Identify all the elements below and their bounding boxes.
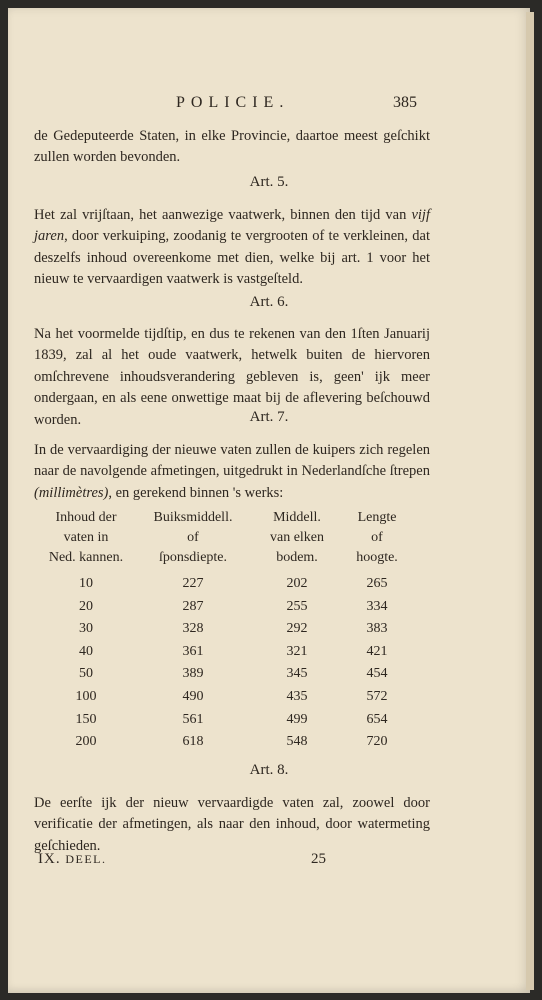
table-cell: 30 — [79, 621, 93, 637]
intro-paragraph — [34, 126, 430, 169]
article-8-heading: Art. 8. — [249, 762, 289, 778]
article-8-text: De eerſte ijk der nieuw vervaardigde vaten zal, zoowel door verificatie der afmetingen, als naar den inhoud, door watermeting geſchieden. — [34, 795, 430, 854]
running-head — [8, 94, 530, 118]
table-cell: 40 — [79, 643, 93, 659]
table-cell: 361 — [182, 643, 204, 659]
table-header-cell: Inhoud der vaten in Ned. kannen. — [48, 510, 124, 565]
table-cell: 287 — [182, 598, 204, 614]
table-header-cell: Lengte of hoogte. — [356, 510, 398, 565]
table-cell: 202 — [286, 576, 308, 591]
article-7-emphasis: (millimètres) — [34, 484, 109, 501]
table-cell: 561 — [182, 711, 204, 727]
article-7-paragraph — [34, 440, 430, 504]
measurements-table — [38, 508, 414, 755]
table-cell: 618 — [182, 734, 204, 750]
table-cell: 383 — [366, 621, 388, 637]
table-cell: 389 — [182, 666, 204, 682]
volume-mark: IX. DEEL. — [38, 851, 107, 867]
table-row — [38, 642, 414, 665]
page-edge — [526, 12, 534, 990]
article-5-emphasis: vijf jaren — [34, 207, 430, 245]
table-cell: 572 — [366, 688, 388, 704]
table-cell: 334 — [366, 598, 388, 614]
table-cell: 227 — [182, 576, 204, 591]
page-footer — [38, 851, 438, 873]
table-row — [38, 710, 414, 733]
table-cell: 150 — [75, 711, 97, 727]
table-cell: 100 — [75, 688, 97, 704]
article-8-paragraph — [34, 793, 430, 857]
page-number: 385 — [393, 94, 417, 111]
table-row — [38, 619, 414, 642]
running-title: POLICIE. — [176, 94, 290, 111]
table-cell: 435 — [286, 688, 308, 704]
table-cell: 499 — [286, 711, 308, 727]
article-5-text-before: Het zal vrijſtaan, het aanwezige vaatwerk, binnen den tijd van — [34, 207, 412, 223]
table-row — [38, 574, 414, 597]
table-cell: 200 — [75, 734, 97, 750]
signature-mark: 25 — [311, 851, 326, 867]
table-cell: 421 — [366, 643, 388, 659]
article-7-text-before: In de vervaardiging der nieuwe vaten zullen de kuipers zich regelen naar de navolgende afmetingen, uitgedrukt in Nederlandſche ſtrepen — [34, 442, 430, 480]
table-cell: 345 — [286, 666, 308, 682]
article-6-heading: Art. 6. — [249, 294, 289, 310]
table-cell: 20 — [79, 598, 93, 614]
table-row — [38, 732, 414, 755]
table-cell: 328 — [182, 621, 204, 637]
table-header — [38, 508, 414, 568]
table-cell: 321 — [286, 643, 308, 659]
table-cell: 292 — [286, 621, 308, 637]
table-cell: 548 — [286, 734, 308, 750]
table-cell: 490 — [182, 688, 204, 704]
article-7-heading: Art. 7. — [249, 409, 289, 425]
article-6-text: Na het voormelde tijdſtip, en dus te rekenen van den 1ſten Januarij 1839, zal al het oude vaatwerk, hetwelk buiten de hiervoren omſchrevene inhoudsverandering gebleven is, geen' ijk meer ondergaan, en als eene onwettige maat bij de aflevering beſchouwd worden. — [34, 326, 430, 428]
table-row — [38, 687, 414, 710]
table-cell: 255 — [286, 598, 308, 614]
intro-text: de Gedeputeerde Staten, in elke Provincie, daartoe meest geſchikt zullen worden bevonden. — [34, 128, 430, 166]
table-body — [38, 574, 414, 755]
table-cell: 10 — [79, 576, 93, 591]
table-cell: 720 — [366, 734, 388, 750]
article-5-text-after: , door verkuiping, zoodanig te vergrooten of te verkleinen, dat deszelfs inhoud overeenkome met dien, welke bij art. 1 voor het nieuw te vervaardigen vaatwerk is vastgeſteld. — [34, 228, 430, 288]
article-5-heading: Art. 5. — [249, 174, 289, 190]
table-header-cell: Middell. van elken bodem. — [269, 510, 325, 565]
table-cell: 50 — [79, 666, 93, 682]
table-cell: 454 — [366, 666, 388, 682]
table-header-cell: Buiksmiddell. of ſponsdiepte. — [153, 510, 233, 565]
table-cell: 265 — [366, 576, 388, 591]
book-page — [8, 8, 530, 993]
article-5-paragraph — [34, 205, 430, 291]
table-row — [38, 597, 414, 620]
table-row — [38, 664, 414, 687]
article-7-text-after: , en gerekend binnen 's werks: — [108, 484, 284, 501]
table-cell: 654 — [366, 711, 388, 727]
